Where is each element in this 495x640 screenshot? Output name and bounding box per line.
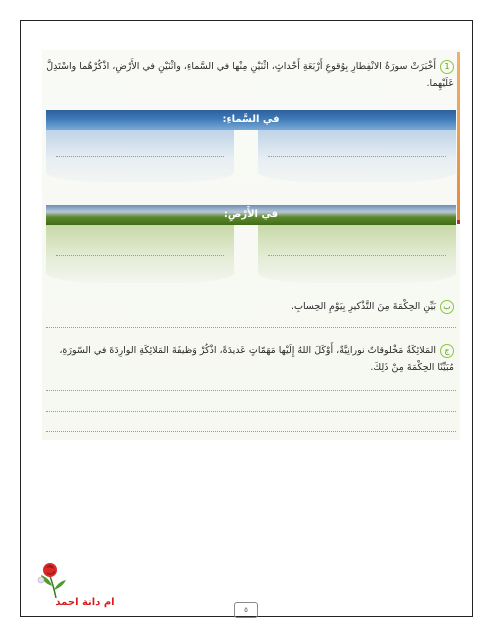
- question-3: [46, 342, 454, 376]
- answer-line: [56, 156, 224, 157]
- question-1-text: أَخْبَرَتْ سورَةُ الانْفِطارِ بِوُقوعِ أَرْبَعَةِ أَحْداثٍ، اثْنَيْنِ مِنْها في السَّماءِ، واثْنَيْنِ في الأَرْضِ، اذْكُرْهُما واسْتَدِلَّ عَلَيْهِما.: [46, 61, 454, 89]
- sky-answer-box-right[interactable]: [258, 130, 456, 182]
- answer-line[interactable]: [46, 327, 456, 328]
- accent-bar: [457, 52, 460, 220]
- answer-line[interactable]: [46, 411, 456, 412]
- sky-banner: [46, 110, 456, 130]
- answer-line[interactable]: [46, 431, 456, 432]
- ground-answer-box-right[interactable]: [258, 225, 456, 283]
- question-3-text: المَلائِكَةُ مَخْلوقاتٌ نورانِيَّةٌ، أَوْكَلَ اللهُ إِلَيْها مَهَمّاتٍ عَديدَةً، اذْكُرْ وَظيفَةَ المَلائِكَةِ الوارِدَةَ في السّورَةِ، مُبَيِّنًا الحِكْمَةَ مِنْ ذَلِكَ.: [59, 345, 454, 373]
- ground-answer-box-left[interactable]: [46, 225, 234, 283]
- question-3-number: ج: [440, 344, 454, 358]
- answer-line: [268, 156, 446, 157]
- question-2-text: بَيِّنِ الحِكْمَةَ مِنَ التَّذْكيرِ بِيَوْمِ الحِسابِ.: [291, 301, 436, 312]
- answer-line[interactable]: [46, 390, 456, 391]
- page-number: ٥: [234, 602, 258, 618]
- accent-stub: [457, 220, 460, 224]
- ground-banner: [46, 205, 456, 225]
- sky-answer-box-left[interactable]: [46, 130, 234, 182]
- rose-icon: [36, 558, 76, 598]
- question-2: [46, 298, 454, 315]
- author-signature: ام دانة احمد: [55, 597, 115, 608]
- sky-label: في السَّماءِ:: [222, 114, 280, 125]
- answer-line: [56, 255, 224, 256]
- question-2-number: ب: [440, 300, 454, 314]
- question-1-number: 1: [440, 60, 454, 74]
- question-1: [46, 58, 454, 92]
- ground-label: في الأَرْضِ:: [223, 209, 279, 220]
- answer-line: [268, 255, 446, 256]
